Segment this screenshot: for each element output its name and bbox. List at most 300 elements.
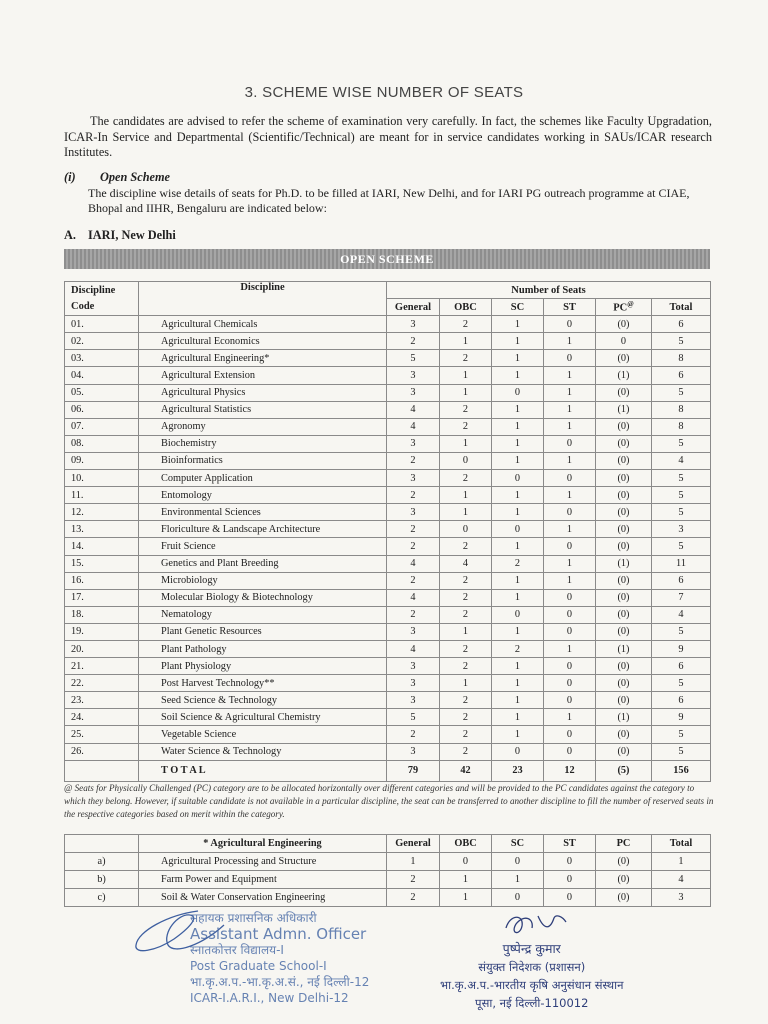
ae-header-st: ST	[544, 835, 596, 853]
seat-cell-sc: 1	[492, 589, 544, 606]
seat-cell-obc: 2	[440, 658, 492, 675]
ae-header-title: * Agricultural Engineering	[139, 835, 387, 853]
seat-cell-total: 8	[652, 418, 711, 435]
seat-cell-total: 5	[652, 470, 711, 487]
stamp-right-line2: संयुक्त निदेशक (प्रशासन)	[478, 960, 586, 974]
seat-cell-st: 0	[544, 470, 596, 487]
total-cell-sc: 23	[492, 760, 544, 781]
seat-row	[65, 675, 711, 692]
seat-cell-name: Entomology	[139, 487, 387, 504]
seat-cell-code: 22.	[65, 675, 139, 692]
seat-cell-total: 3	[652, 521, 711, 538]
seat-cell-general: 5	[387, 709, 440, 726]
seat-cell-name: Agricultural Engineering*	[139, 350, 387, 367]
seat-row	[65, 572, 711, 589]
seat-cell-pc: (1)	[596, 709, 652, 726]
intro-paragraph: The candidates are advised to refer the scheme of examination very carefully. In fact, the schemes like Faculty Upgradation, ICAR-In Service and Departmental (Scientific/Technical) are meant for in service candidates working in SAUs/ICAR research Institutes.	[64, 114, 712, 159]
seat-cell-name: Genetics and Plant Breeding	[139, 555, 387, 572]
seat-cell-pc: 0	[596, 333, 652, 350]
seat-cell-obc: 1	[440, 435, 492, 452]
seat-cell-name: Computer Application	[139, 470, 387, 487]
ae-cell-obc: 1	[440, 871, 492, 889]
seat-cell-code: 19.	[65, 623, 139, 640]
seat-cell-obc: 2	[440, 401, 492, 418]
seat-cell-st: 0	[544, 623, 596, 640]
seat-cell-name: Agricultural Economics	[139, 333, 387, 350]
ae-cell-st: 0	[544, 889, 596, 907]
ae-header-code	[65, 835, 139, 853]
seat-cell-total: 4	[652, 606, 711, 623]
seat-cell-st: 1	[544, 487, 596, 504]
seat-cell-general: 2	[387, 521, 440, 538]
seat-row	[65, 316, 711, 333]
header-number-of-seats: Number of Seats	[387, 282, 711, 299]
seat-cell-st: 0	[544, 350, 596, 367]
seat-cell-st: 0	[544, 589, 596, 606]
seat-cell-code: 16.	[65, 572, 139, 589]
seat-cell-total: 5	[652, 726, 711, 743]
seat-cell-total: 6	[652, 572, 711, 589]
seat-cell-code: 06.	[65, 401, 139, 418]
ae-row	[65, 853, 711, 871]
seat-cell-sc: 1	[492, 435, 544, 452]
seat-cell-name: Agricultural Physics	[139, 384, 387, 401]
header-obc: OBC	[440, 299, 492, 316]
seat-cell-pc: (0)	[596, 606, 652, 623]
seat-cell-total: 5	[652, 743, 711, 760]
open-scheme-label: Open Scheme	[100, 170, 171, 184]
ae-cell-name: Farm Power and Equipment	[139, 871, 387, 889]
left-official-stamp	[190, 910, 369, 1006]
ae-header-pc: PC	[596, 835, 652, 853]
seat-cell-total: 8	[652, 401, 711, 418]
ae-cell-code: b)	[65, 871, 139, 889]
ae-cell-sc: 0	[492, 853, 544, 871]
seat-cell-name: Soil Science & Agricultural Chemistry	[139, 709, 387, 726]
ae-header-obc: OBC	[440, 835, 492, 853]
seat-cell-name: Environmental Sciences	[139, 504, 387, 521]
seat-cell-sc: 0	[492, 743, 544, 760]
seat-cell-sc: 1	[492, 658, 544, 675]
seat-cell-st: 0	[544, 316, 596, 333]
seat-cell-sc: 0	[492, 521, 544, 538]
seat-row	[65, 504, 711, 521]
seat-cell-st: 1	[544, 555, 596, 572]
header-sc: SC	[492, 299, 544, 316]
seat-row	[65, 555, 711, 572]
seat-cell-pc: (0)	[596, 572, 652, 589]
ae-cell-pc: (0)	[596, 853, 652, 871]
seat-cell-sc: 1	[492, 692, 544, 709]
header-pc	[596, 299, 652, 316]
right-official-stamp	[440, 940, 623, 1012]
agricultural-engineering-table	[64, 834, 711, 907]
header-total: Total	[652, 299, 711, 316]
seat-row	[65, 709, 711, 726]
seat-cell-pc: (1)	[596, 640, 652, 657]
seat-row	[65, 418, 711, 435]
section-a-label: IARI, New Delhi	[88, 228, 176, 242]
seat-cell-total: 6	[652, 658, 711, 675]
seat-cell-pc: (0)	[596, 538, 652, 555]
seat-cell-total: 5	[652, 487, 711, 504]
seat-cell-obc: 2	[440, 709, 492, 726]
seat-cell-st: 1	[544, 401, 596, 418]
seat-cell-total: 6	[652, 367, 711, 384]
stamp-right-line4: पूसा, नई दिल्ली-110012	[475, 996, 589, 1010]
total-row	[65, 760, 711, 781]
seat-cell-obc: 1	[440, 487, 492, 504]
header-discipline: Discipline	[139, 282, 387, 316]
ae-cell-general: 1	[387, 853, 440, 871]
seat-cell-total: 9	[652, 709, 711, 726]
seat-cell-pc: (0)	[596, 384, 652, 401]
seat-row	[65, 623, 711, 640]
seat-cell-sc: 1	[492, 452, 544, 469]
stamp-right-line3: भा.कृ.अ.प.-भारतीय कृषि अनुसंधान संस्थान	[440, 978, 624, 992]
seat-cell-obc: 2	[440, 470, 492, 487]
seat-cell-st: 0	[544, 504, 596, 521]
seat-cell-total: 9	[652, 640, 711, 657]
seat-cell-sc: 1	[492, 401, 544, 418]
seats-table	[64, 281, 711, 782]
seat-cell-pc: (0)	[596, 675, 652, 692]
section-a-number: A.	[64, 228, 76, 242]
seat-cell-name: Plant Genetic Resources	[139, 623, 387, 640]
seat-cell-pc: (0)	[596, 692, 652, 709]
ae-cell-obc: 0	[440, 853, 492, 871]
seat-row	[65, 401, 711, 418]
seat-cell-total: 5	[652, 333, 711, 350]
seat-cell-sc: 1	[492, 726, 544, 743]
seat-cell-code: 01.	[65, 316, 139, 333]
seat-cell-total: 4	[652, 452, 711, 469]
seat-cell-st: 1	[544, 521, 596, 538]
seat-row	[65, 743, 711, 760]
seat-row	[65, 470, 711, 487]
seat-cell-sc: 1	[492, 623, 544, 640]
seat-cell-code: 12.	[65, 504, 139, 521]
seat-cell-total: 5	[652, 538, 711, 555]
seat-cell-name: Agricultural Statistics	[139, 401, 387, 418]
seat-row	[65, 692, 711, 709]
seat-cell-pc: (0)	[596, 487, 652, 504]
seat-cell-general: 3	[387, 384, 440, 401]
ae-cell-sc: 0	[492, 889, 544, 907]
ae-cell-general: 2	[387, 871, 440, 889]
seat-cell-pc: (0)	[596, 743, 652, 760]
total-cell-st: 12	[544, 760, 596, 781]
seat-cell-total: 11	[652, 555, 711, 572]
ae-cell-name: Agricultural Processing and Structure	[139, 853, 387, 871]
seat-cell-st: 1	[544, 572, 596, 589]
ae-cell-total: 1	[652, 853, 711, 871]
seat-cell-general: 2	[387, 452, 440, 469]
seat-cell-sc: 1	[492, 350, 544, 367]
seat-cell-st: 1	[544, 367, 596, 384]
seat-row	[65, 521, 711, 538]
seat-cell-name: Agronomy	[139, 418, 387, 435]
ae-cell-total: 4	[652, 871, 711, 889]
seat-cell-code: 25.	[65, 726, 139, 743]
ae-cell-code: c)	[65, 889, 139, 907]
seat-cell-code: 03.	[65, 350, 139, 367]
header-pc-mark: @	[627, 300, 634, 309]
ae-cell-name: Soil & Water Conservation Engineering	[139, 889, 387, 907]
seat-cell-code: 23.	[65, 692, 139, 709]
seat-cell-general: 4	[387, 418, 440, 435]
seat-cell-obc: 2	[440, 572, 492, 589]
seat-cell-code: 04.	[65, 367, 139, 384]
header-general: General	[387, 299, 440, 316]
total-cell-label: T O T A L	[139, 760, 387, 781]
seat-cell-st: 0	[544, 658, 596, 675]
seat-cell-pc: (1)	[596, 555, 652, 572]
ae-cell-st: 0	[544, 853, 596, 871]
seat-cell-code: 11.	[65, 487, 139, 504]
seat-cell-obc: 1	[440, 333, 492, 350]
seat-cell-code: 26.	[65, 743, 139, 760]
seat-cell-name: Floriculture & Landscape Architecture	[139, 521, 387, 538]
ae-row	[65, 871, 711, 889]
seat-row	[65, 333, 711, 350]
seat-cell-code: 05.	[65, 384, 139, 401]
seat-cell-obc: 2	[440, 418, 492, 435]
seat-cell-pc: (0)	[596, 521, 652, 538]
seat-cell-general: 3	[387, 367, 440, 384]
seat-cell-name: Fruit Science	[139, 538, 387, 555]
seat-cell-pc: (1)	[596, 367, 652, 384]
seat-cell-obc: 2	[440, 640, 492, 657]
seat-cell-code: 02.	[65, 333, 139, 350]
seat-cell-st: 1	[544, 452, 596, 469]
seat-cell-general: 3	[387, 623, 440, 640]
seat-cell-code: 08.	[65, 435, 139, 452]
seat-cell-general: 3	[387, 658, 440, 675]
seat-cell-general: 3	[387, 316, 440, 333]
ae-cell-general: 2	[387, 889, 440, 907]
seat-cell-pc: (0)	[596, 623, 652, 640]
page-title: 3. SCHEME WISE NUMBER OF SEATS	[244, 84, 524, 101]
seat-cell-sc: 1	[492, 487, 544, 504]
seat-cell-obc: 0	[440, 521, 492, 538]
seat-cell-st: 1	[544, 384, 596, 401]
stamp-left-line2: Assistant Admn. Officer	[190, 925, 367, 943]
seat-cell-pc: (0)	[596, 589, 652, 606]
seat-cell-st: 0	[544, 743, 596, 760]
stamp-left-line1: सहायक प्रशासनिक अधिकारी	[190, 911, 317, 925]
seat-cell-sc: 1	[492, 538, 544, 555]
seat-cell-code: 09.	[65, 452, 139, 469]
seat-row	[65, 452, 711, 469]
seat-row	[65, 487, 711, 504]
seat-row	[65, 350, 711, 367]
seat-cell-st: 0	[544, 606, 596, 623]
seat-cell-total: 8	[652, 350, 711, 367]
seat-cell-obc: 2	[440, 589, 492, 606]
seat-cell-name: Agricultural Extension	[139, 367, 387, 384]
seat-cell-sc: 2	[492, 555, 544, 572]
seat-cell-name: Bioinformatics	[139, 452, 387, 469]
seat-cell-sc: 0	[492, 470, 544, 487]
seat-cell-general: 2	[387, 538, 440, 555]
seat-cell-total: 6	[652, 316, 711, 333]
seat-cell-code: 20.	[65, 640, 139, 657]
seat-cell-pc: (1)	[596, 401, 652, 418]
total-cell-pc: (5)	[596, 760, 652, 781]
ae-header-general: General	[387, 835, 440, 853]
seat-cell-general: 3	[387, 675, 440, 692]
seat-cell-name: Water Science & Technology	[139, 743, 387, 760]
seat-cell-general: 2	[387, 487, 440, 504]
ae-cell-pc: (0)	[596, 871, 652, 889]
seat-cell-st: 0	[544, 726, 596, 743]
ae-cell-code: a)	[65, 853, 139, 871]
total-cell-obc: 42	[440, 760, 492, 781]
seat-cell-pc: (0)	[596, 726, 652, 743]
right-signature	[500, 908, 570, 942]
seat-row	[65, 384, 711, 401]
stamp-right-line1: पुष्पेन्द्र कुमार	[502, 941, 561, 956]
ae-header-sc: SC	[492, 835, 544, 853]
seat-cell-name: Nematology	[139, 606, 387, 623]
ae-cell-total: 3	[652, 889, 711, 907]
open-scheme-banner: OPEN SCHEME	[64, 249, 710, 269]
seat-row	[65, 726, 711, 743]
ae-cell-st: 0	[544, 871, 596, 889]
seat-row	[65, 640, 711, 657]
seat-cell-name: Post Harvest Technology**	[139, 675, 387, 692]
seat-cell-code: 18.	[65, 606, 139, 623]
seat-cell-pc: (0)	[596, 504, 652, 521]
seat-cell-pc: (0)	[596, 658, 652, 675]
seat-cell-obc: 1	[440, 384, 492, 401]
seat-cell-obc: 0	[440, 452, 492, 469]
seat-cell-general: 4	[387, 401, 440, 418]
seat-row	[65, 606, 711, 623]
seat-cell-sc: 1	[492, 572, 544, 589]
stamp-left-line6: ICAR-I.A.R.I., New Delhi-12	[190, 991, 349, 1005]
seat-row	[65, 367, 711, 384]
seat-cell-general: 3	[387, 470, 440, 487]
seat-cell-general: 3	[387, 504, 440, 521]
seat-cell-general: 4	[387, 640, 440, 657]
seat-cell-pc: (0)	[596, 452, 652, 469]
ae-cell-pc: (0)	[596, 889, 652, 907]
seat-cell-obc: 1	[440, 675, 492, 692]
seat-cell-pc: (0)	[596, 418, 652, 435]
ae-cell-obc: 1	[440, 889, 492, 907]
seat-cell-sc: 1	[492, 504, 544, 521]
seat-cell-pc: (0)	[596, 470, 652, 487]
ae-row	[65, 889, 711, 907]
seat-cell-sc: 1	[492, 316, 544, 333]
header-pc-label: PC	[613, 302, 628, 314]
seat-cell-sc: 0	[492, 606, 544, 623]
open-scheme-heading	[64, 170, 170, 185]
seat-cell-name: Molecular Biology & Biotechnology	[139, 589, 387, 606]
seat-cell-pc: (0)	[596, 316, 652, 333]
stamp-left-line4: Post Graduate School-I	[190, 959, 327, 973]
seat-cell-code: 13.	[65, 521, 139, 538]
seat-cell-name: Biochemistry	[139, 435, 387, 452]
seat-cell-obc: 2	[440, 606, 492, 623]
pc-footnote: @ Seats for Physically Challenged (PC) category are to be allocated horizontally over different categories and will be provided to the PC candidates against the category to which they belong. However, if suitable candidate is not available in a particular discipline, the seat can be transferred to another discipline to fill the number of reserved seats in the respective categories based on merit within the category.	[64, 783, 714, 819]
seat-cell-name: Plant Pathology	[139, 640, 387, 657]
seat-cell-obc: 4	[440, 555, 492, 572]
header-discipline-code: Discipline Code	[65, 282, 139, 316]
seat-row	[65, 538, 711, 555]
seat-cell-sc: 1	[492, 418, 544, 435]
open-scheme-description: The discipline wise details of seats for Ph.D. to be filled at IARI, New Delhi, and for IARI PG outreach programme at CIAE, Bhopal and IIHR, Bengaluru are indicated below:	[88, 186, 690, 215]
seat-cell-code: 24.	[65, 709, 139, 726]
seat-cell-obc: 2	[440, 350, 492, 367]
seat-cell-pc: (0)	[596, 350, 652, 367]
seat-cell-general: 3	[387, 692, 440, 709]
seat-cell-general: 2	[387, 726, 440, 743]
seat-cell-st: 0	[544, 435, 596, 452]
seat-cell-total: 5	[652, 623, 711, 640]
seat-cell-general: 5	[387, 350, 440, 367]
seat-cell-obc: 2	[440, 726, 492, 743]
seat-cell-code: 14.	[65, 538, 139, 555]
seat-cell-sc: 1	[492, 333, 544, 350]
seat-cell-code: 10.	[65, 470, 139, 487]
seat-cell-pc: (0)	[596, 435, 652, 452]
seat-cell-total: 5	[652, 384, 711, 401]
seat-cell-obc: 2	[440, 316, 492, 333]
seat-cell-obc: 2	[440, 743, 492, 760]
seat-cell-sc: 2	[492, 640, 544, 657]
total-cell-total: 156	[652, 760, 711, 781]
seat-row	[65, 435, 711, 452]
seat-cell-general: 2	[387, 572, 440, 589]
section-a-heading	[64, 228, 176, 243]
seat-cell-obc: 1	[440, 504, 492, 521]
seat-cell-obc: 1	[440, 367, 492, 384]
seat-cell-total: 6	[652, 692, 711, 709]
ae-header-total: Total	[652, 835, 711, 853]
seat-cell-code: 21.	[65, 658, 139, 675]
seat-cell-st: 1	[544, 640, 596, 657]
seat-cell-total: 5	[652, 504, 711, 521]
seat-cell-obc: 2	[440, 538, 492, 555]
total-cell-general: 79	[387, 760, 440, 781]
seat-cell-st: 1	[544, 418, 596, 435]
seat-cell-name: Plant Physiology	[139, 658, 387, 675]
seat-cell-code: 07.	[65, 418, 139, 435]
seat-cell-obc: 1	[440, 623, 492, 640]
seat-cell-code: 17.	[65, 589, 139, 606]
seat-cell-name: Seed Science & Technology	[139, 692, 387, 709]
stamp-left-line5: भा.कृ.अ.प.-भा.कृ.अ.सं., नई दिल्ली-12	[190, 975, 370, 989]
seat-cell-sc: 0	[492, 384, 544, 401]
seat-cell-total: 7	[652, 589, 711, 606]
seat-cell-general: 4	[387, 555, 440, 572]
open-scheme-number: (i)	[64, 170, 76, 184]
ae-cell-sc: 1	[492, 871, 544, 889]
seat-row	[65, 589, 711, 606]
seat-cell-st: 0	[544, 692, 596, 709]
seat-cell-st: 0	[544, 675, 596, 692]
seat-cell-st: 1	[544, 333, 596, 350]
seat-cell-total: 5	[652, 435, 711, 452]
seat-cell-name: Agricultural Chemicals	[139, 316, 387, 333]
seat-cell-total: 5	[652, 675, 711, 692]
seat-cell-general: 4	[387, 589, 440, 606]
seat-cell-name: Vegetable Science	[139, 726, 387, 743]
seat-cell-sc: 1	[492, 675, 544, 692]
